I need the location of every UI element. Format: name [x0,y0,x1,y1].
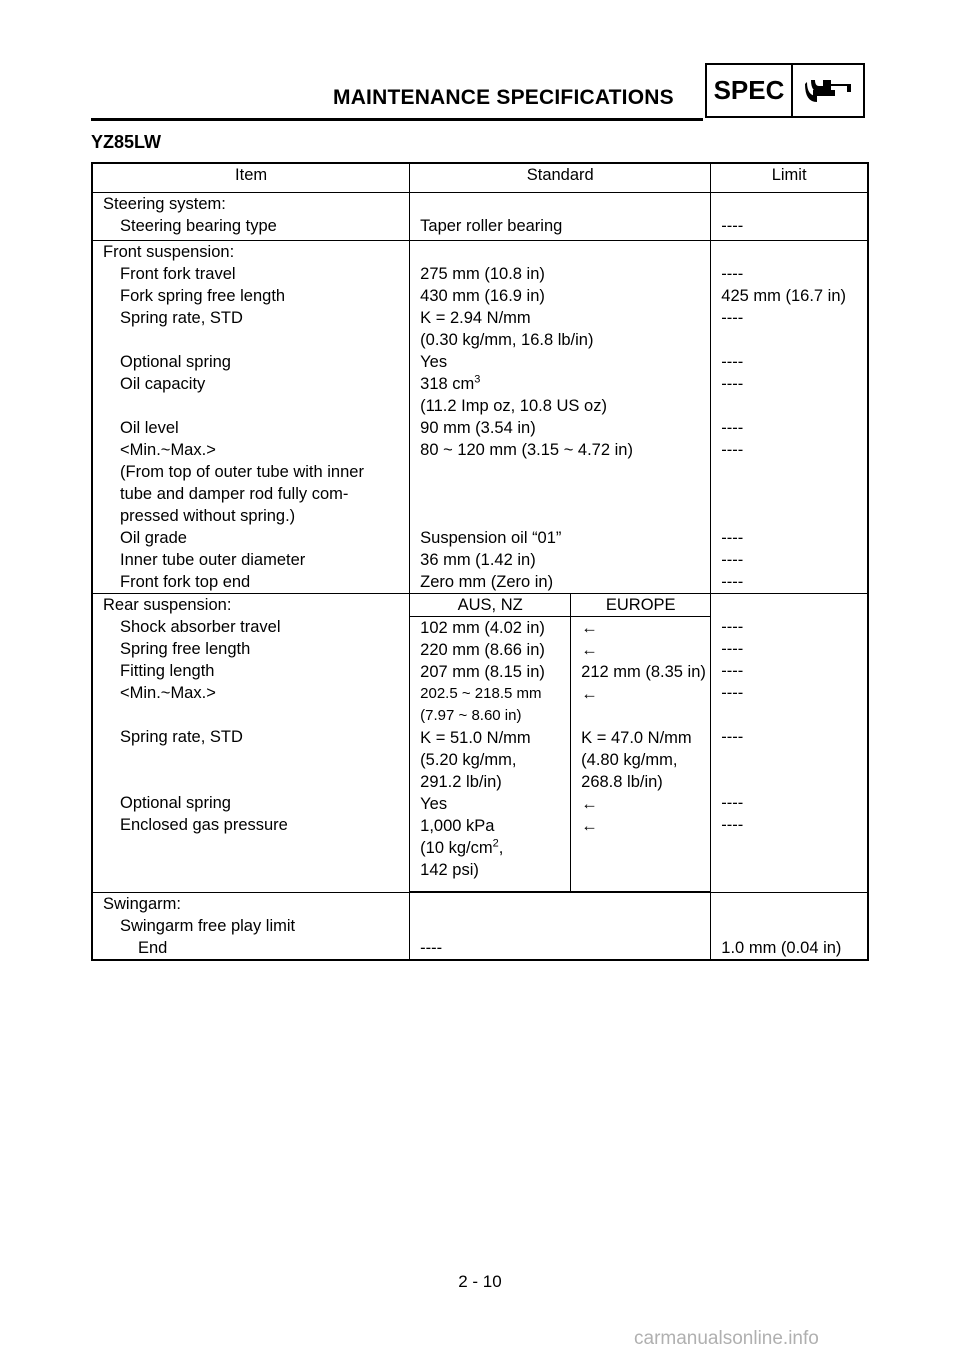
spec-limit: 1.0 mm (0.04 in) [721,939,842,957]
section-title: Rear suspension: [103,596,232,614]
spec-table [91,162,869,961]
spec-standard-europe: K = 47.0 N/mm [581,729,692,747]
spec-item: Optional spring [120,353,231,371]
spec-standard-aus: (5.20 kg/mm, [420,751,517,769]
spec-section-tab [705,63,865,118]
spec-limit: ---- [721,419,744,437]
spec-standard-aus: 142 psi) [420,861,479,879]
spec-item: Front fork top end [120,573,251,591]
spec-limit: ---- [721,618,744,636]
spec-standard: 275 mm (10.8 in) [420,265,545,283]
spec-standard-europe: (4.80 kg/mm, [581,751,678,769]
spec-standard: Yes [420,353,448,371]
section-title: Steering system: [103,195,226,213]
spec-standard-aus: 220 mm (8.66 in) [420,641,545,659]
same-as-arrow: ← [581,619,598,637]
front-suspension-section [92,241,868,594]
same-as-arrow: ← [581,685,598,703]
page-title: MAINTENANCE SPECIFICATIONS [333,86,674,109]
header-rule [91,118,703,121]
spec-item: Spring rate, STD [120,728,243,746]
spec-item: Oil grade [120,529,187,547]
spec-limit: ---- [721,794,744,812]
spec-item: Swingarm free play limit [120,917,296,935]
spec-item: Fork spring free length [120,287,286,305]
spec-item: <Min.~Max.> [120,441,216,459]
spec-item: Enclosed gas pressure [120,816,288,834]
spec-item: Steering bearing type [120,217,277,235]
spec-item-note: (From top of outer tube with inner [120,463,364,481]
spec-standard-aus [420,837,570,859]
spec-item: Oil capacity [120,375,206,393]
spec-standard: 430 mm (16.9 in) [420,287,545,305]
spec-standard-aus: 291.2 lb/in) [420,773,502,791]
spec-limit: ---- [721,375,744,393]
spec-item: Inner tube outer diameter [120,551,306,569]
page-number: 2 - 10 [458,1272,502,1291]
same-as-arrow: ← [581,817,598,835]
spec-item: Spring rate, STD [120,309,243,327]
spec-standard-value: 318 cm [420,375,475,393]
spec-standard: 90 mm (3.54 in) [420,419,536,437]
spec-limit: ---- [721,265,744,283]
spec-standard-aus: (7.97 ~ 8.60 in) [420,707,522,724]
spec-standard: (0.30 kg/mm, 16.8 lb/in) [420,331,594,349]
col-header-limit: Limit [711,163,868,193]
spec-limit: ---- [721,684,744,702]
region-header-aus-nz: AUS, NZ [410,594,571,617]
spec-limit: ---- [721,662,744,680]
spec-standard-aus: Yes [420,795,448,813]
spec-limit: ---- [721,551,744,569]
spec-limit: ---- [721,728,744,746]
section-title: Swingarm: [103,895,181,913]
col-header-item: Item [92,163,410,193]
spec-standard: K = 2.94 N/mm [420,309,531,327]
spec-standard: 80 ~ 120 mm (3.15 ~ 4.72 in) [420,441,633,459]
spec-limit: ---- [721,353,744,371]
watermark: carmanualsonline.info [634,1328,819,1349]
spec-limit: ---- [721,441,744,459]
spec-limit: ---- [721,573,744,591]
superscript: 2 [492,837,499,850]
spec-standard-value: , [498,839,504,857]
spec-standard: (11.2 Imp oz, 10.8 US oz) [420,397,607,415]
spec-item: <Min.~Max.> [120,684,216,702]
wrench-icon [793,65,863,116]
spec-standard: ---- [420,939,443,957]
spec-item: Shock absorber travel [120,618,281,636]
spec-standard-europe: 212 mm (8.35 in) [581,663,706,681]
spec-standard-aus: 207 mm (8.15 in) [420,663,545,681]
spec-limit: ---- [721,816,744,834]
spec-standard-value: (10 kg/cm [420,839,493,857]
col-header-standard: Standard [410,163,711,193]
spec-standard: 36 mm (1.42 in) [420,551,536,569]
spec-standard-aus: 1,000 kPa [420,817,495,835]
spec-item-note: tube and damper rod fully com- [120,485,349,503]
spec-standard: Taper roller bearing [420,217,563,235]
spec-limit: ---- [721,217,744,235]
spec-standard: Suspension oil “01” [420,529,562,547]
spec-label: SPEC [707,65,793,116]
model-heading: YZ85LW [91,132,162,152]
spec-limit: ---- [721,309,744,327]
superscript: 3 [474,373,481,386]
spec-standard-aus: 102 mm (4.02 in) [420,619,545,637]
spec-item: End [138,939,168,957]
spec-item: Optional spring [120,794,231,812]
spec-standard-europe: 268.8 lb/in) [581,773,663,791]
swingarm-section [92,893,868,961]
region-header-europe: EUROPE [571,594,711,617]
spec-limit: ---- [721,529,744,547]
rear-region-subtable [410,594,710,892]
same-as-arrow: ← [581,641,598,659]
spec-limit: 425 mm (16.7 in) [721,287,847,305]
spec-standard-aus: K = 51.0 N/mm [420,729,531,747]
spec-standard [410,373,710,395]
steering-section [92,193,868,241]
spec-item: Fitting length [120,662,215,680]
spec-item: Spring free length [120,640,251,658]
spec-limit: ---- [721,640,744,658]
spec-item: Front fork travel [120,265,236,283]
table-header-row [92,163,868,193]
same-as-arrow: ← [581,795,598,813]
section-title: Front suspension: [103,243,235,261]
spec-item: Oil level [120,419,179,437]
spec-standard-aus: 202.5 ~ 218.5 mm [420,685,542,702]
spec-item-note: pressed without spring.) [120,507,296,525]
spec-standard: Zero mm (Zero in) [420,573,554,591]
rear-suspension-section [92,594,868,893]
